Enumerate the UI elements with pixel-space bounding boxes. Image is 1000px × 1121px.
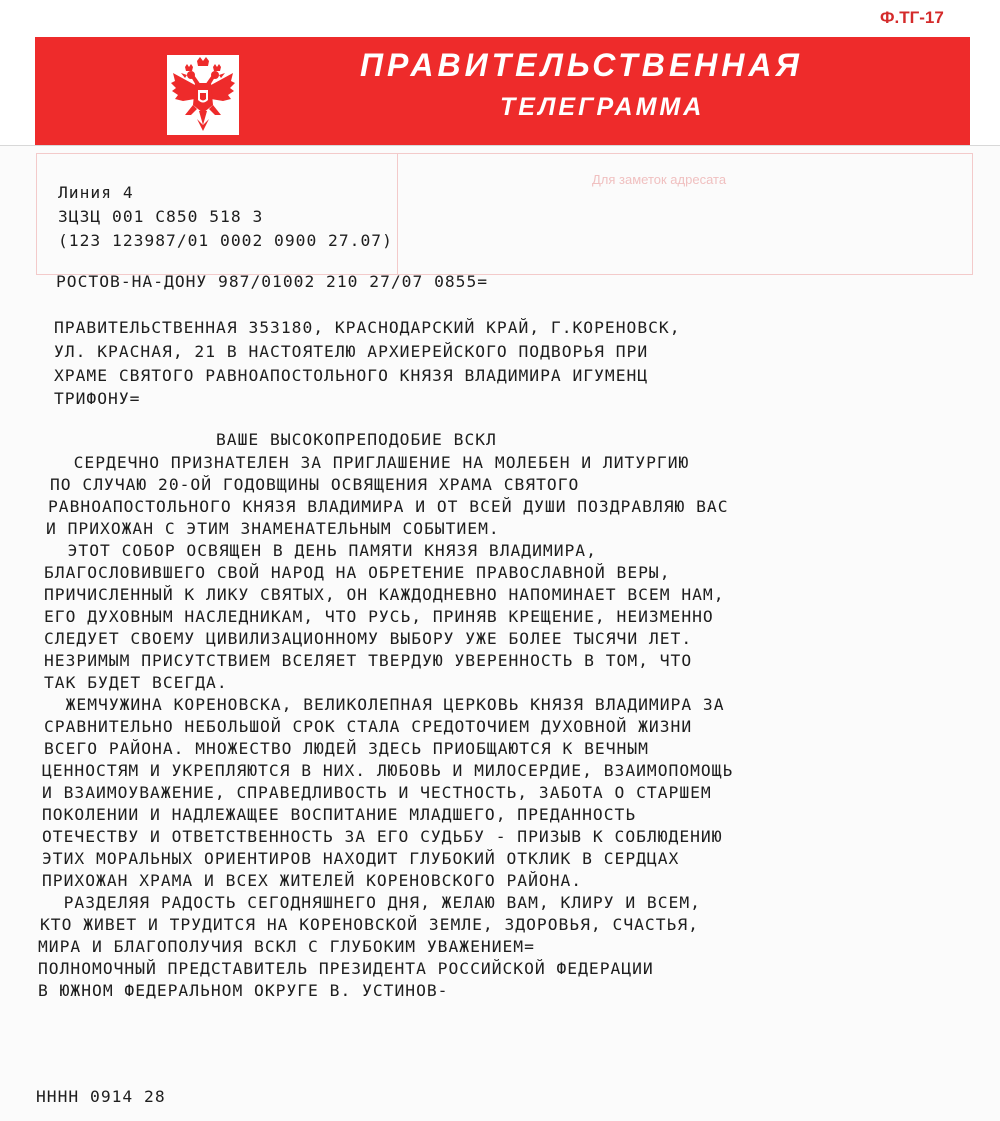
- body-line: СЕРДЕЧНО ПРИЗНАТЕЛЕН ЗА ПРИГЛАШЕНИЕ НА МОЛЕБЕН И ЛИТУРГИЮ: [52, 453, 690, 472]
- body-line: ОТЕЧЕСТВУ И ОТВЕТСТВЕННОСТЬ ЗА ЕГО СУДЬБУ - ПРИЗЫВ К СОБЛЮДЕНИЮ: [42, 827, 723, 846]
- service-ref: (123 123987/01 0002 0900 27.07): [58, 231, 393, 250]
- address-line: ХРАМЕ СВЯТОГО РАВНОАПОСТОЛЬНОГО КНЯЗЯ ВЛАДИМИРА ИГУМЕНЦ: [54, 366, 649, 385]
- body-line: В ЮЖНОМ ФЕДЕРАЛЬНОМ ОКРУГЕ В. УСТИНОВ-: [38, 981, 449, 1000]
- body-line: И ПРИХОЖАН С ЭТИМ ЗНАМЕНАТЕЛЬНЫМ СОБЫТИЕМ.: [46, 519, 500, 538]
- telegram-subtitle: ТЕЛЕГРАММА: [500, 93, 705, 121]
- telegram-title: ПРАВИТЕЛЬСТВЕННАЯ: [360, 47, 803, 83]
- address-line: ПРАВИТЕЛЬСТВЕННАЯ 353180, КРАСНОДАРСКИЙ КРАЙ, Г.КОРЕНОВСК,: [54, 318, 681, 337]
- body-line: РАЗДЕЛЯЯ РАДОСТЬ СЕГОДНЯШНЕГО ДНЯ, ЖЕЛАЮ ВАМ, КЛИРУ И ВСЕМ,: [42, 893, 701, 912]
- service-line: Линия 4: [58, 183, 134, 202]
- body-line: ПРИЧИСЛЕННЫЙ К ЛИКУ СВЯТЫХ, ОН КАЖДОДНЕВНО НАПОМИНАЕТ ВСЕМ НАМ,: [44, 585, 725, 604]
- body-line: СЛЕДУЕТ СВОЕМУ ЦИВИЛИЗАЦИОННОМУ ВЫБОРУ УЖЕ БОЛЕЕ ТЫСЯЧИ ЛЕТ.: [44, 629, 693, 648]
- body-line: ПОЛНОМОЧНЫЙ ПРЕДСТАВИТЕЛЬ ПРЕЗИДЕНТА РОССИЙСКОЙ ФЕДЕРАЦИИ: [38, 959, 654, 978]
- address-line: ТРИФОНУ=: [54, 389, 141, 408]
- body-line: ПОКОЛЕНИИ И НАДЛЕЖАЩЕЕ ВОСПИТАНИЕ МЛАДШЕГО, ПРЕДАННОСТЬ: [42, 805, 637, 824]
- footer-code: НННН 0914 28: [36, 1087, 166, 1106]
- body-line: ВСЕГО РАЙОНА. МНОЖЕСТВО ЛЮДЕЙ ЗДЕСЬ ПРИОБЩАЮТСЯ К ВЕЧНЫМ: [44, 739, 649, 758]
- telegram-header-banner: [35, 37, 970, 145]
- double-headed-eagle-icon: [167, 55, 239, 135]
- form-code: Ф.ТГ-17: [880, 8, 944, 27]
- body-line: РАВНОАПОСТОЛЬНОГО КНЯЗЯ ВЛАДИМИРА И ОТ ВСЕЙ ДУШИ ПОЗДРАВЛЯЮ ВАС: [48, 497, 729, 516]
- body-line: БЛАГОСЛОВИВШЕГО СВОЙ НАРОД НА ОБРЕТЕНИЕ ПРАВОСЛАВНОЙ ВЕРЫ,: [44, 563, 671, 582]
- salutation: ВАШЕ ВЫСОКОПРЕПОДОБИЕ ВСКЛ: [216, 430, 497, 449]
- origin-line: РОСТОВ-НА-ДОНУ 987/01002 210 27/07 0855=: [56, 272, 489, 291]
- body-line: ЦЕННОСТЯМ И УКРЕПЛЯЮТСЯ В НИХ. ЛЮБОВЬ И МИЛОСЕРДИЕ, ВЗАИМОПОМОЩЬ: [42, 761, 734, 780]
- body-line: КТО ЖИВЕТ И ТРУДИТСЯ НА КОРЕНОВСКОЙ ЗЕМЛЕ, ЗДОРОВЬЯ, СЧАСТЬЯ,: [40, 915, 699, 934]
- body-line: НЕЗРИМЫМ ПРИСУТСТВИЕМ ВСЕЛЯЕТ ТВЕРДУЮ УВЕРЕННОСТЬ В ТОМ, ЧТО: [44, 651, 693, 670]
- body-line: ЭТОТ СОБОР ОСВЯЩЕН В ДЕНЬ ПАМЯТИ КНЯЗЯ ВЛАДИМИРА,: [46, 541, 597, 560]
- body-line: ЕГО ДУХОВНЫМ НАСЛЕДНИКАМ, ЧТО РУСЬ, ПРИНЯВ КРЕЩЕНИЕ, НЕИЗМЕННО: [44, 607, 714, 626]
- body-line: ПО СЛУЧАЮ 20-ОЙ ГОДОВЩИНЫ ОСВЯЩЕНИЯ ХРАМА СВЯТОГО: [50, 475, 580, 494]
- service-code: ЗЦЗЦ 001 С850 518 3: [58, 207, 264, 226]
- body-line: ЖЕМЧУЖИНА КОРЕНОВСКА, ВЕЛИКОЛЕПНАЯ ЦЕРКОВЬ КНЯЗЯ ВЛАДИМИРА ЗА: [44, 695, 725, 714]
- body-line: И ВЗАИМОУВАЖЕНИЕ, СПРАВЕДЛИВОСТЬ И ЧЕСТНОСТЬ, ЗАБОТА О СТАРШЕМ: [42, 783, 712, 802]
- body-line: ЭТИХ МОРАЛЬНЫХ ОРИЕНТИРОВ НАХОДИТ ГЛУБОКИЙ ОТКЛИК В СЕРДЦАХ: [42, 849, 680, 868]
- notes-label: Для заметок адресата: [592, 172, 727, 187]
- body-line: ТАК БУДЕТ ВСЕГДА.: [44, 673, 228, 692]
- body-line: МИРА И БЛАГОПОЛУЧИЯ ВСКЛ С ГЛУБОКИМ УВАЖЕНИЕМ=: [38, 937, 535, 956]
- address-line: УЛ. КРАСНАЯ, 21 В НАСТОЯТЕЛЮ АРХИЕРЕЙСКОГО ПОДВОРЬЯ ПРИ: [54, 342, 649, 361]
- body-line: СРАВНИТЕЛЬНО НЕБОЛЬШОЙ СРОК СТАЛА СРЕДОТОЧИЕМ ДУХОВНОЙ ЖИЗНИ: [44, 717, 693, 736]
- body-line: ПРИХОЖАН ХРАМА И ВСЕХ ЖИТЕЛЕЙ КОРЕНОВСКОГО РАЙОНА.: [42, 871, 583, 890]
